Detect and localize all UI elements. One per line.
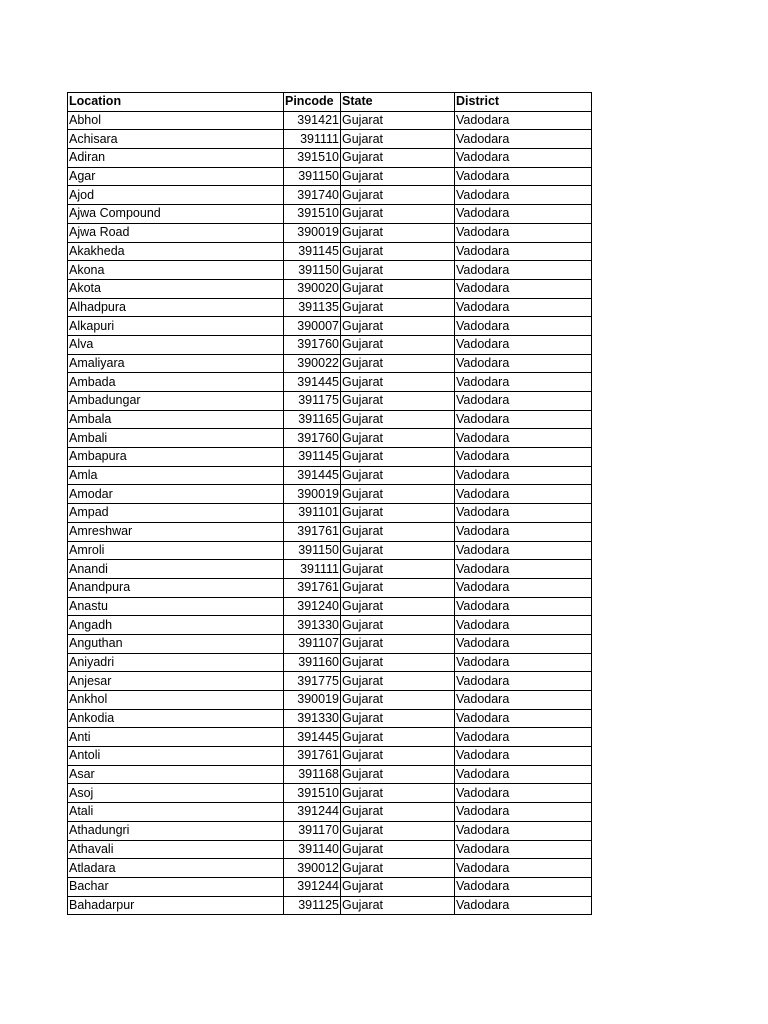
state-cell: Gujarat: [341, 803, 455, 822]
state-cell: Gujarat: [341, 597, 455, 616]
location-cell: Ampad: [68, 504, 284, 523]
location-cell: Achisara: [68, 130, 284, 149]
table-row: [68, 111, 592, 130]
table-row: [68, 167, 592, 186]
location-cell: Akakheda: [68, 242, 284, 261]
district-cell: Vadodara: [455, 335, 592, 354]
pincode-cell: 391421: [284, 111, 341, 130]
table-row: [68, 803, 592, 822]
table-row: [68, 747, 592, 766]
table-row: [68, 634, 592, 653]
location-cell: Ajod: [68, 186, 284, 205]
district-cell: Vadodara: [455, 784, 592, 803]
location-cell: Anandpura: [68, 578, 284, 597]
table-row: [68, 840, 592, 859]
district-cell: Vadodara: [455, 298, 592, 317]
location-cell: Athadungri: [68, 821, 284, 840]
state-cell: Gujarat: [341, 205, 455, 224]
table-row: [68, 373, 592, 392]
table-row: [68, 149, 592, 168]
district-cell: Vadodara: [455, 466, 592, 485]
location-cell: Ambapura: [68, 448, 284, 467]
location-cell: Amaliyara: [68, 354, 284, 373]
pincode-cell: 390019: [284, 485, 341, 504]
state-cell: Gujarat: [341, 672, 455, 691]
pincode-cell: 391330: [284, 709, 341, 728]
pincode-cell: 391760: [284, 429, 341, 448]
district-cell: Vadodara: [455, 821, 592, 840]
pincode-cell: 391145: [284, 242, 341, 261]
district-cell: Vadodara: [455, 877, 592, 896]
state-cell: Gujarat: [341, 522, 455, 541]
district-cell: Vadodara: [455, 373, 592, 392]
location-cell: Athavali: [68, 840, 284, 859]
district-cell: Vadodara: [455, 597, 592, 616]
pincode-cell: 391510: [284, 149, 341, 168]
table-row: [68, 485, 592, 504]
location-cell: Anti: [68, 728, 284, 747]
pincode-cell: 391135: [284, 298, 341, 317]
state-cell: Gujarat: [341, 821, 455, 840]
pincode-cell: 391240: [284, 597, 341, 616]
pincode-cell: 391150: [284, 261, 341, 280]
table-row: [68, 466, 592, 485]
state-cell: Gujarat: [341, 877, 455, 896]
district-cell: Vadodara: [455, 560, 592, 579]
table-row: [68, 448, 592, 467]
state-cell: Gujarat: [341, 167, 455, 186]
state-cell: Gujarat: [341, 392, 455, 411]
location-cell: Akona: [68, 261, 284, 280]
pincode-cell: 391761: [284, 522, 341, 541]
location-cell: Antoli: [68, 747, 284, 766]
table-row: [68, 186, 592, 205]
location-cell: Asoj: [68, 784, 284, 803]
location-cell: Agar: [68, 167, 284, 186]
spreadsheet-page: [67, 92, 592, 915]
table-row: [68, 578, 592, 597]
location-cell: Adiran: [68, 149, 284, 168]
state-cell: Gujarat: [341, 728, 455, 747]
table-row: [68, 765, 592, 784]
location-cell: Anastu: [68, 597, 284, 616]
district-cell: Vadodara: [455, 578, 592, 597]
state-cell: Gujarat: [341, 541, 455, 560]
table-row: [68, 896, 592, 915]
state-cell: Gujarat: [341, 317, 455, 336]
location-cell: Alkapuri: [68, 317, 284, 336]
location-cell: Ambada: [68, 373, 284, 392]
state-cell: Gujarat: [341, 186, 455, 205]
pincode-cell: 391510: [284, 784, 341, 803]
district-cell: Vadodara: [455, 205, 592, 224]
table-row: [68, 317, 592, 336]
table-row: [68, 130, 592, 149]
state-cell: Gujarat: [341, 578, 455, 597]
table-body: [68, 111, 592, 915]
location-cell: Abhol: [68, 111, 284, 130]
state-cell: Gujarat: [341, 111, 455, 130]
location-cell: Ankhol: [68, 691, 284, 710]
state-cell: Gujarat: [341, 223, 455, 242]
pincode-cell: 391168: [284, 765, 341, 784]
pincode-cell: 391111: [284, 560, 341, 579]
table-row: [68, 261, 592, 280]
pincode-cell: 390007: [284, 317, 341, 336]
table-row: [68, 429, 592, 448]
location-cell: Ambali: [68, 429, 284, 448]
table-row: [68, 354, 592, 373]
district-cell: Vadodara: [455, 448, 592, 467]
state-cell: Gujarat: [341, 335, 455, 354]
table-row: [68, 205, 592, 224]
district-cell: Vadodara: [455, 859, 592, 878]
pincode-cell: 391740: [284, 186, 341, 205]
district-cell: Vadodara: [455, 541, 592, 560]
pincode-cell: 391160: [284, 653, 341, 672]
pincode-cell: 390022: [284, 354, 341, 373]
district-cell: Vadodara: [455, 672, 592, 691]
pincode-cell: 391165: [284, 410, 341, 429]
table-row: [68, 541, 592, 560]
state-cell: Gujarat: [341, 448, 455, 467]
pincode-cell: 391761: [284, 578, 341, 597]
district-cell: Vadodara: [455, 691, 592, 710]
state-cell: Gujarat: [341, 616, 455, 635]
column-header-state: State: [341, 93, 455, 112]
table-row: [68, 691, 592, 710]
state-cell: Gujarat: [341, 466, 455, 485]
pincode-cell: 391107: [284, 634, 341, 653]
table-row: [68, 877, 592, 896]
state-cell: Gujarat: [341, 653, 455, 672]
district-cell: Vadodara: [455, 616, 592, 635]
district-cell: Vadodara: [455, 485, 592, 504]
pincode-cell: 391244: [284, 877, 341, 896]
state-cell: Gujarat: [341, 298, 455, 317]
location-cell: Anandi: [68, 560, 284, 579]
district-cell: Vadodara: [455, 896, 592, 915]
pincode-cell: 390020: [284, 279, 341, 298]
location-cell: Alva: [68, 335, 284, 354]
state-cell: Gujarat: [341, 859, 455, 878]
district-cell: Vadodara: [455, 840, 592, 859]
district-cell: Vadodara: [455, 392, 592, 411]
pincode-cell: 391111: [284, 130, 341, 149]
table-row: [68, 653, 592, 672]
location-cell: Alhadpura: [68, 298, 284, 317]
district-cell: Vadodara: [455, 242, 592, 261]
pincode-cell: 390019: [284, 691, 341, 710]
column-header-location: Location: [68, 93, 284, 112]
district-cell: Vadodara: [455, 167, 592, 186]
pincode-cell: 391140: [284, 840, 341, 859]
pincode-cell: 391170: [284, 821, 341, 840]
table-row: [68, 522, 592, 541]
location-cell: Amla: [68, 466, 284, 485]
state-cell: Gujarat: [341, 130, 455, 149]
pincode-cell: 391175: [284, 392, 341, 411]
location-cell: Ajwa Road: [68, 223, 284, 242]
pincode-cell: 390019: [284, 223, 341, 242]
state-cell: Gujarat: [341, 242, 455, 261]
state-cell: Gujarat: [341, 896, 455, 915]
district-cell: Vadodara: [455, 186, 592, 205]
location-cell: Aniyadri: [68, 653, 284, 672]
table-row: [68, 709, 592, 728]
state-cell: Gujarat: [341, 261, 455, 280]
location-cell: Amodar: [68, 485, 284, 504]
pincode-cell: 391145: [284, 448, 341, 467]
pincode-cell: 391445: [284, 728, 341, 747]
location-cell: Bachar: [68, 877, 284, 896]
district-cell: Vadodara: [455, 429, 592, 448]
table-row: [68, 784, 592, 803]
district-cell: Vadodara: [455, 653, 592, 672]
district-cell: Vadodara: [455, 317, 592, 336]
district-cell: Vadodara: [455, 149, 592, 168]
district-cell: Vadodara: [455, 223, 592, 242]
table-row: [68, 392, 592, 411]
location-cell: Ajwa Compound: [68, 205, 284, 224]
state-cell: Gujarat: [341, 410, 455, 429]
pincode-cell: 391445: [284, 466, 341, 485]
state-cell: Gujarat: [341, 765, 455, 784]
table-row: [68, 298, 592, 317]
state-cell: Gujarat: [341, 560, 455, 579]
district-cell: Vadodara: [455, 803, 592, 822]
location-cell: Anguthan: [68, 634, 284, 653]
table-row: [68, 859, 592, 878]
district-cell: Vadodara: [455, 504, 592, 523]
pincode-cell: 391775: [284, 672, 341, 691]
table-row: [68, 560, 592, 579]
location-cell: Angadh: [68, 616, 284, 635]
state-cell: Gujarat: [341, 709, 455, 728]
state-cell: Gujarat: [341, 747, 455, 766]
column-header-pincode: Pincode: [284, 93, 341, 112]
district-cell: Vadodara: [455, 410, 592, 429]
district-cell: Vadodara: [455, 354, 592, 373]
table-row: [68, 728, 592, 747]
location-cell: Ambadungar: [68, 392, 284, 411]
pincode-cell: 391150: [284, 541, 341, 560]
district-cell: Vadodara: [455, 111, 592, 130]
state-cell: Gujarat: [341, 784, 455, 803]
state-cell: Gujarat: [341, 485, 455, 504]
state-cell: Gujarat: [341, 840, 455, 859]
table-row: [68, 616, 592, 635]
district-cell: Vadodara: [455, 634, 592, 653]
table-row: [68, 410, 592, 429]
state-cell: Gujarat: [341, 279, 455, 298]
state-cell: Gujarat: [341, 373, 455, 392]
district-cell: Vadodara: [455, 765, 592, 784]
location-cell: Amroli: [68, 541, 284, 560]
state-cell: Gujarat: [341, 504, 455, 523]
district-cell: Vadodara: [455, 261, 592, 280]
pincode-cell: 391510: [284, 205, 341, 224]
table-row: [68, 242, 592, 261]
state-cell: Gujarat: [341, 354, 455, 373]
district-cell: Vadodara: [455, 747, 592, 766]
location-cell: Ambala: [68, 410, 284, 429]
table-row: [68, 223, 592, 242]
location-cell: Amreshwar: [68, 522, 284, 541]
location-table: [67, 92, 592, 915]
location-cell: Bahadarpur: [68, 896, 284, 915]
location-cell: Atali: [68, 803, 284, 822]
district-cell: Vadodara: [455, 522, 592, 541]
column-header-district: District: [455, 93, 592, 112]
state-cell: Gujarat: [341, 691, 455, 710]
location-cell: Akota: [68, 279, 284, 298]
header-row: [68, 93, 592, 112]
table-row: [68, 821, 592, 840]
pincode-cell: 391150: [284, 167, 341, 186]
location-cell: Asar: [68, 765, 284, 784]
table-row: [68, 335, 592, 354]
pincode-cell: 390012: [284, 859, 341, 878]
district-cell: Vadodara: [455, 130, 592, 149]
pincode-cell: 391101: [284, 504, 341, 523]
pincode-cell: 391761: [284, 747, 341, 766]
state-cell: Gujarat: [341, 429, 455, 448]
pincode-cell: 391330: [284, 616, 341, 635]
pincode-cell: 391445: [284, 373, 341, 392]
location-cell: Anjesar: [68, 672, 284, 691]
table-row: [68, 672, 592, 691]
location-cell: Atladara: [68, 859, 284, 878]
table-row: [68, 597, 592, 616]
table-row: [68, 504, 592, 523]
location-cell: Ankodia: [68, 709, 284, 728]
district-cell: Vadodara: [455, 728, 592, 747]
pincode-cell: 391760: [284, 335, 341, 354]
pincode-cell: 391244: [284, 803, 341, 822]
district-cell: Vadodara: [455, 709, 592, 728]
pincode-cell: 391125: [284, 896, 341, 915]
state-cell: Gujarat: [341, 634, 455, 653]
table-row: [68, 279, 592, 298]
district-cell: Vadodara: [455, 279, 592, 298]
state-cell: Gujarat: [341, 149, 455, 168]
